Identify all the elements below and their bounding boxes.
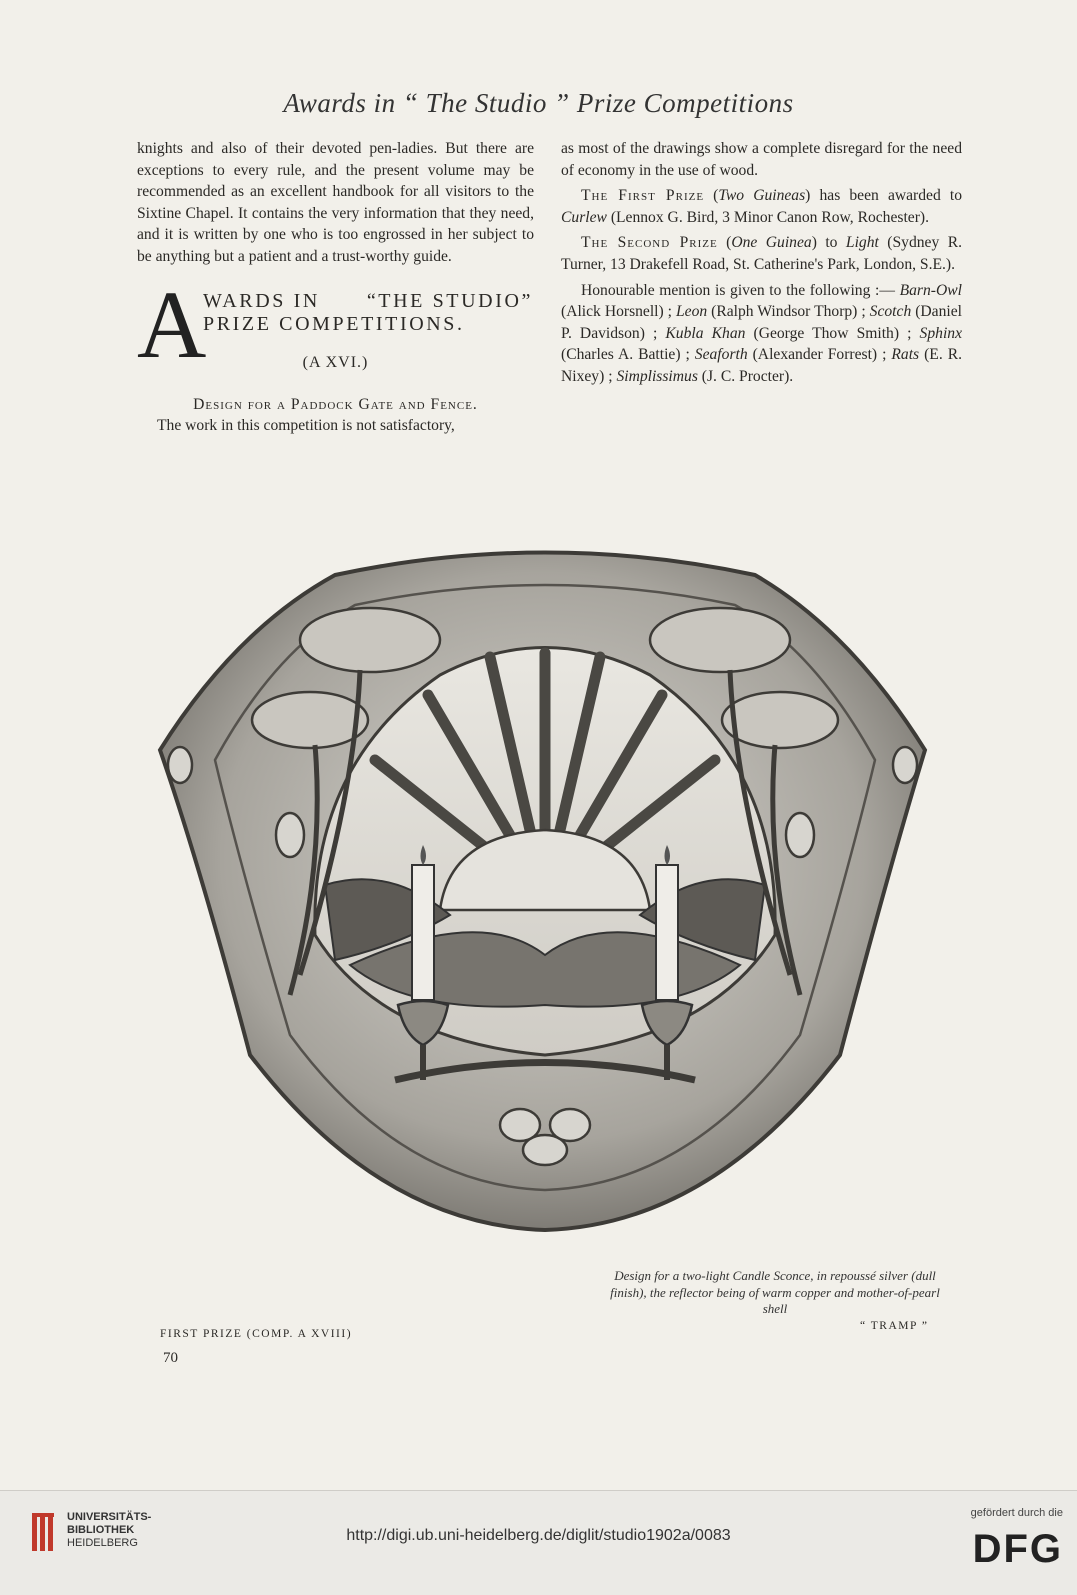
first-prize-mid: has been awarded to: [819, 187, 962, 205]
second-prize-paragraph: The Second Prize (One Guinea) to Light (Sydney R. Turner, 13 Drakefell Road, St. Catherine's Park, London, S.E.).: [561, 234, 963, 273]
honourable-mentions: [561, 280, 962, 388]
heading-line1-b: “THE STUDIO”: [366, 289, 533, 312]
hm-intro: Honourable mention is given to the following :—: [581, 281, 895, 299]
section-heading: [137, 270, 534, 394]
mention-person: (Alexander Forrest) ;: [747, 346, 892, 364]
second-prize-rest: (Sydney R. Turner, 13 Drakefell Road, St. Catherine's Park, London, S.E.).: [561, 234, 963, 273]
left-paragraph-1: knights and also of their devoted pen-ladies. But there are exceptions to every rule, and the present volume may be recommended as an excellent handbook for all visitors to the Sixtine Chapel. It contains the very information that they need, and it is written by one who is too engrossed in her subject to be anything but a patient and a trust-worthy guide.: [137, 140, 534, 265]
competition-code: (A XVI.): [302, 353, 369, 371]
second-prize-label: The Second Prize: [581, 234, 718, 252]
mention-motto: Leon: [676, 303, 708, 321]
mention-motto: Simplissimus: [616, 367, 698, 385]
second-prize-name: Light: [845, 234, 879, 252]
first-prize-rest: (Lennox G. Bird, 3 Minor Canon Row, Rochester).: [610, 208, 930, 226]
mention-person: (Charles A. Battie) ;: [561, 346, 695, 364]
library-name: UNIVERSITÄTS- BIBLIOTHEK HEIDELBERG: [67, 1511, 152, 1549]
mention-motto: Seaforth: [694, 346, 748, 364]
figure-credit: “ TRAMP ”: [860, 1320, 929, 1332]
first-prize-label: The First Prize: [581, 187, 705, 205]
mention-motto: Rats: [891, 346, 920, 364]
first-prize-amount: Two Guineas: [718, 187, 806, 205]
mention-motto: Kubla Khan: [665, 324, 746, 342]
design-title: Design for a Paddock Gate and Fence.: [193, 395, 478, 413]
running-title: Awards in “ The Studio ” Prize Competitions: [283, 88, 794, 118]
mention-motto: Barn-Owl: [899, 281, 962, 299]
second-prize-mid: to: [825, 234, 838, 252]
page-number: 70: [163, 1350, 178, 1366]
first-prize-name: Curlew: [561, 208, 607, 226]
mention-person: (George Thow Smith) ;: [745, 324, 920, 342]
left-column: [137, 138, 534, 437]
figure-prize-label: FIRST PRIZE (COMP. A XVIII): [160, 1328, 353, 1340]
heading-lines: [203, 290, 533, 336]
mention-motto: Sphinx: [919, 324, 962, 342]
funded-by-label: gefördert durch die: [970, 1507, 1063, 1519]
candle-sconce-illustration: [150, 535, 940, 1235]
left-paragraph-2: The work in this competition is not satisfactory,: [157, 417, 455, 435]
mention-person: (E. R. Nixey) ;: [561, 346, 962, 385]
right-paragraph-1: as most of the drawings show a complete disregard for the need of economy in the use of wood.: [561, 140, 962, 179]
mention-person: (J. C. Procter).: [697, 367, 794, 385]
drop-cap: A: [137, 270, 207, 378]
right-column: [561, 138, 962, 388]
heading-line2: PRIZE COMPETITIONS.: [203, 312, 465, 335]
first-prize-paragraph: The First Prize (Two Guineas) has been awarded to Curlew (Lennox G. Bird, 3 Minor Canon Row, Rochester).: [561, 187, 962, 226]
permalink-url[interactable]: http://digi.ub.uni-heidelberg.de/diglit/studio1902a/0083: [346, 1527, 731, 1544]
heading-line1-a: WARDS IN: [203, 289, 320, 312]
footer-bar: [0, 1490, 1077, 1595]
mention-motto: Scotch: [869, 303, 912, 321]
mention-person: (Ralph Windsor Thorp) ;: [707, 303, 870, 321]
figure-caption: Design for a two-light Candle Sconce, in repoussé silver (dull finish), the reflector being of warm copper and mother-of-pearl shell: [610, 1268, 940, 1316]
dfg-logo: DFG: [972, 1527, 1063, 1571]
mention-person: (Daniel P. Davidson) ;: [561, 303, 962, 342]
mention-person: (Alick Horsnell) ;: [561, 303, 676, 321]
second-prize-amount: One Guinea: [731, 234, 812, 252]
